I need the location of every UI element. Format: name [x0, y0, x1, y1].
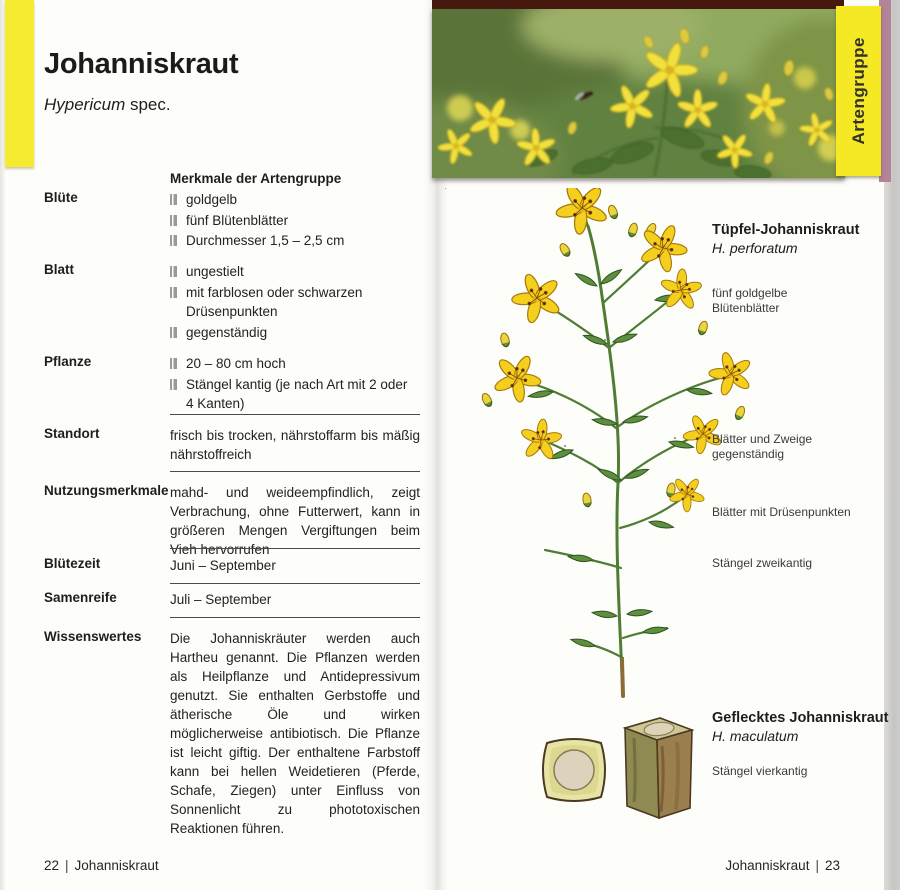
page-subtitle — [44, 95, 171, 115]
bullet-list — [170, 190, 410, 251]
divider — [170, 414, 420, 415]
bullet-text: gegenständig — [186, 324, 268, 340]
list-item — [170, 375, 410, 414]
list-bullet-icon — [170, 379, 177, 390]
annotation-petals: fünf goldgelbe Blütenblätter — [712, 286, 788, 315]
attribute-label: Pflanze — [44, 354, 92, 369]
divider — [170, 471, 420, 472]
genus-name: Hypericum — [44, 95, 126, 114]
attribute-value: Juli – September — [170, 592, 272, 607]
leaves — [445, 188, 712, 649]
bullet-text: goldgelb — [186, 192, 238, 207]
plant-illustration — [445, 188, 755, 700]
annotation-glands: Blätter mit Drüsenpunkten — [712, 505, 851, 519]
list-item — [170, 323, 410, 343]
page-footer-right — [620, 858, 840, 873]
list-bullet-icon — [170, 235, 177, 246]
attribute-label: Blatt — [44, 262, 74, 277]
bullet-text: Durchmesser 1,5 – 2,5 cm — [186, 233, 345, 248]
list-item — [170, 283, 410, 322]
bullet-text: 20 – 80 cm hoch — [186, 356, 286, 371]
attribute-value: Die Johanniskräuter werden auch Hartheu genannt. Die Pflanzen werden als Heilpflanze und Antidepressivum genutzt. Sie enthalten Gerbstoffe und ätherische Öle und wirken möglicherweise antibiotisch. Die Pflanze ist leicht giftig. Der enthaltene Farbstoff kann bei hellen Weidetieren (Pferde, Schafe, Ziegen) unter Einfluss von Sonnenlicht zu phototoxischen Reaktionen führen. — [170, 631, 420, 836]
attribute-row-wissenswertes — [44, 629, 422, 838]
annotation-leaves-opposite: Blätter und Zweige gegenständig — [712, 432, 813, 461]
list-item — [170, 190, 410, 210]
bullet-text: fünf Blütenblätter — [186, 212, 289, 228]
chapter-tab-artengruppe — [836, 6, 881, 176]
page-title: Johanniskraut — [44, 48, 239, 80]
species-name: Tüpfel-Johanniskraut — [712, 222, 860, 238]
attribute-label: Nutzungsmerkmale — [44, 483, 169, 498]
divider — [170, 583, 420, 584]
attribute-row-blatt — [44, 262, 422, 343]
merkmale-heading: Merkmale der Artengruppe — [170, 171, 342, 186]
list-bullet-icon — [170, 327, 177, 338]
list-item — [170, 262, 410, 282]
bullet-text: mit farblosen oder schwarzen Drüsenpunkten — [186, 284, 363, 319]
stem-cross-section-illustrations — [522, 698, 702, 823]
page-footer-left — [44, 858, 159, 873]
list-bullet-icon — [170, 358, 177, 369]
bullet-list — [170, 354, 410, 414]
tab-label: Artengruppe — [848, 37, 868, 145]
species-name: Geflecktes Johanniskraut — [712, 710, 889, 726]
divider — [170, 617, 420, 618]
attribute-label: Samenreife — [44, 590, 117, 605]
photo-top-bar — [432, 0, 844, 9]
attribute-value: mahd- und weideempfindlich, zeigt Verbrachung, ohne Futterwert, kann in größeren Mengen Vergiftungen beim Vieh hervorrufen — [170, 485, 420, 557]
genus-suffix: spec. — [125, 95, 171, 114]
stem-segment-vierkantig — [625, 718, 692, 818]
footer-separator: | — [65, 858, 69, 873]
attribute-label: Blütezeit — [44, 556, 101, 571]
footer-title: Johanniskraut — [725, 858, 810, 873]
attribute-label: Standort — [44, 426, 100, 441]
species-latin: H. maculatum — [712, 728, 799, 744]
species-block-tuepfel — [712, 222, 887, 256]
attributes-table — [44, 171, 422, 836]
attribute-label: Blüte — [44, 190, 78, 205]
footer-separator: | — [815, 858, 819, 873]
attribute-row-bluetezeit — [44, 556, 422, 575]
list-bullet-icon — [170, 287, 177, 298]
divider — [170, 548, 420, 549]
attribute-row-pflanze — [44, 354, 422, 415]
attribute-row-standort — [44, 426, 422, 464]
chapter-tab-left — [5, 0, 34, 167]
annotation-stem-two-edged: Stängel zweikantig — [712, 556, 813, 570]
page-number: 22 — [44, 858, 60, 873]
list-item — [170, 211, 410, 231]
attribute-label: Wissenswertes — [44, 629, 142, 644]
attribute-row-samenreife — [44, 590, 422, 609]
bullet-text: ungestielt — [186, 264, 244, 279]
list-bullet-icon — [170, 215, 177, 226]
bullet-text: Stängel kantig (je nach Art mit 2 oder 4 Kanten) — [186, 376, 408, 411]
footer-title: Johanniskraut — [74, 858, 159, 873]
bullet-list — [170, 262, 410, 342]
species-block-geflecktes — [712, 710, 897, 744]
list-bullet-icon — [170, 194, 177, 205]
page-number: 23 — [824, 858, 840, 873]
attribute-row-bluete — [44, 190, 422, 252]
attribute-value: frisch bis trocken, nährstoffarm bis mäßig nährstoffreich — [170, 428, 420, 462]
list-item — [170, 354, 410, 374]
stem-cross-section-square — [543, 739, 605, 801]
buds — [480, 204, 746, 508]
attribute-value: Juni – September — [170, 558, 276, 573]
list-bullet-icon — [170, 266, 177, 277]
list-item — [170, 231, 410, 251]
annotation-stem-four-edged: Stängel vierkantig — [712, 764, 808, 778]
species-latin: H. perforatum — [712, 240, 798, 256]
flower-photo — [432, 8, 845, 178]
